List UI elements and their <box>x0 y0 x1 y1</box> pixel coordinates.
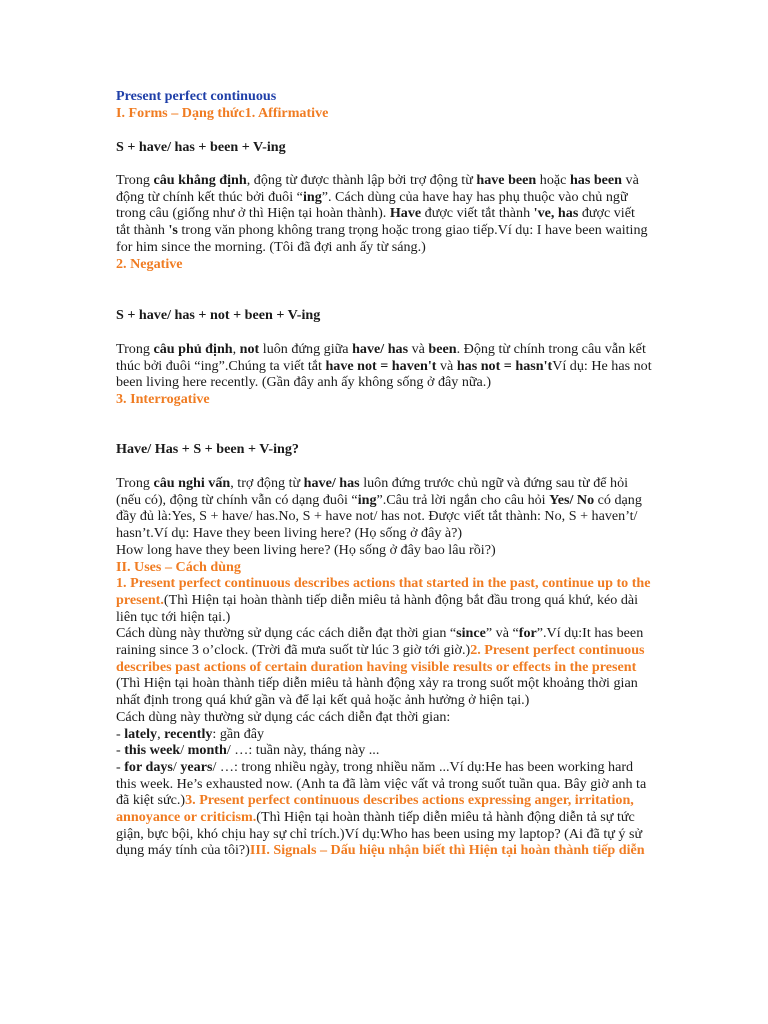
bold-run: for <box>518 625 537 642</box>
text-run: luôn đứng trước chủ ngữ và đứng sau từ để hỏi (nếu có), động từ chính vẫn có dạng đuôi “ <box>116 475 629 508</box>
bold-run: this week <box>124 742 181 759</box>
title-block <box>116 88 652 121</box>
bold-run: has not = hasn't <box>456 357 553 374</box>
text-run: Cách dùng này thường sử dụng các cách diễn đạt thời gian: <box>116 708 451 725</box>
text-run: . Động từ chính trong câu vẫn kết thúc bởi đuôi “ing”.Chúng ta viết tắt <box>116 341 646 374</box>
bold-run: câu nghi vấn <box>153 475 231 491</box>
bold-run: câu phủ định <box>153 341 233 357</box>
interrogative-formula <box>116 441 652 458</box>
text-run: - <box>116 758 125 775</box>
interrogative-heading: 3. Interrogative <box>116 391 210 408</box>
text-run: , trợ động từ <box>230 475 304 491</box>
text-run: trong văn phong không trang trọng hoặc trong giao tiếp.Ví dụ: I have been waiting for him since the morning. (Tôi đã đợi anh ấy từ sáng.) <box>116 222 648 255</box>
bold-run: ing <box>302 188 322 205</box>
affirmative-paragraph <box>116 172 652 272</box>
bold-run: have/ has <box>352 341 409 357</box>
text-run: ”.Ví dụ:It has been raining since 3 o’clock. (Trời đã mưa suốt từ lúc 3 giờ tới giờ.) <box>116 625 644 659</box>
text-run: / …: trong nhiều ngày, trong nhiều năm ...Ví dụ:He has been working hard this week. He’s exhausted now. (Anh ta đã làm việc vất vả trong suốt tuần qua. Bây giờ anh ta đã kiệt sức.) <box>116 758 647 809</box>
bold-run: not <box>239 341 260 357</box>
text-run: - <box>116 742 125 759</box>
text-run: How long have they been living here? (Họ sống ở đây bao lâu rồi?) <box>116 541 496 558</box>
text-run: - <box>116 725 125 742</box>
bold-run: since <box>456 625 486 642</box>
bold-run: have/ has <box>303 475 360 491</box>
signals-heading: III. Signals – Dấu hiệu nhận biết thì Hiện tại hoàn thành tiếp diễn <box>249 842 645 859</box>
text-run: ” và “ <box>485 625 519 642</box>
interrogative-paragraph <box>116 475 652 859</box>
bold-run: 've, has <box>533 205 579 222</box>
text-run: / …: tuần này, tháng này ... <box>226 742 380 759</box>
text-run: , <box>157 725 165 742</box>
use-3-heading: 3. Present perfect continuous describes actions expressing anger, irritation, annoyance or criticism. <box>116 792 634 826</box>
text-run: (Thì Hiện tại hoàn thành tiếp diễn miêu tả hành động diễn tả sự tức giận, bực bội, khó chịu hay sự chỉ trích.)Ví dụ:Who has been using my laptop? (Ai đã tự ý sử dụng máy tính của tôi?) <box>116 809 643 859</box>
bold-run: Have <box>389 205 422 222</box>
use-1-heading: 1. Present perfect continuous describes actions that started in the past, continue up to the present. <box>116 575 651 608</box>
text-run: Ví dụ: He has not been living here recently. (Gần đây anh ấy không sống ở đây nữa.) <box>116 357 652 391</box>
affirmative-heading: 1. Affirmative <box>244 104 329 121</box>
uses-heading: II. Uses – Cách dùng <box>116 558 241 575</box>
affirmative-formula-text: S + have/ has + been + V-ing <box>116 139 286 155</box>
bold-run: have been <box>476 172 537 188</box>
text-run: ”. Cách dùng của have hay has phụ thuộc vào chủ ngữ trong câu (giống như ở thì Hiện tại hoàn thành). <box>116 188 628 222</box>
bold-run: câu khẳng định <box>153 172 247 188</box>
list-item <box>116 726 264 742</box>
text-run: và <box>408 341 429 357</box>
text-run: hoặc <box>536 172 570 188</box>
bold-run: Yes/ No <box>549 491 595 508</box>
text-run: được viết tắt thành <box>421 205 534 222</box>
text-run: Trong <box>116 172 154 188</box>
section-heading-forms: I. Forms – Dạng thức <box>116 104 245 121</box>
list-item <box>116 742 379 758</box>
bold-run: month <box>187 742 227 759</box>
bold-run: recently <box>164 725 213 742</box>
negative-paragraph <box>116 341 652 408</box>
forms-heading <box>116 105 652 122</box>
text-run: / <box>172 758 181 775</box>
document-title: Present perfect continuous <box>116 88 277 104</box>
text-run: được viết tắt thành <box>116 205 635 239</box>
use-2-heading: 2. Present perfect continuous describes past actions of certain duration having visible results or effects in the present <box>116 642 645 675</box>
text-run: có dạng đầy đủ là:Yes, S + have/ has.No, S + have not/ has not. Được viết tắt thành: No, S + haven’t/ hasn’t.Ví dụ: Have they been living here? (Họ sống ở đây à?) <box>116 491 642 542</box>
bold-run: for days <box>124 758 173 775</box>
affirmative-formula <box>116 139 652 156</box>
text-run: (Thì Hiện tại hoàn thành tiếp diễn miêu tả hành động bắt đầu trong quá khứ, kéo dài liên tục tới hiện tại.) <box>116 591 639 625</box>
interrogative-formula-text: Have/ Has + S + been + V-ing? <box>116 441 299 457</box>
text-run: Cách dùng này thường sử dụng các cách diễn đạt thời gian “ <box>116 625 457 642</box>
text-run: và động từ chính kết thúc bởi đuôi “ <box>116 172 639 205</box>
bold-run: lately <box>124 725 158 742</box>
bold-run: been <box>428 341 457 357</box>
text-run: luôn đứng giữa <box>259 341 353 357</box>
text-run: và <box>436 357 457 374</box>
negative-formula-text: S + have/ has + not + been + V-ing <box>116 307 321 323</box>
text-run: : gần đây <box>212 725 265 742</box>
bold-run: has been <box>569 172 623 188</box>
text-run: , <box>232 341 240 357</box>
bold-run: ing <box>357 491 377 508</box>
negative-formula <box>116 307 652 324</box>
text-run: , động từ được thành lập bởi trợ động từ <box>246 172 477 188</box>
text-run: ”.Câu trả lời ngắn cho câu hỏi <box>376 491 550 508</box>
text-run: / <box>180 742 188 759</box>
text-run: Trong <box>116 475 154 491</box>
bold-run: years <box>180 758 213 775</box>
text-run: (Thì Hiện tại hoàn thành tiếp diễn miêu tả hành động xảy ra trong suốt một khoảng thời gian nhất định trong quá khứ gần và để lại kết quả hoặc ảnh hưởng ở hiện tại.) <box>116 675 638 709</box>
bold-run: have not = haven't <box>325 357 437 374</box>
text-run: Trong <box>116 341 154 357</box>
bold-run: 's <box>168 222 178 239</box>
negative-heading: 2. Negative <box>116 255 183 272</box>
